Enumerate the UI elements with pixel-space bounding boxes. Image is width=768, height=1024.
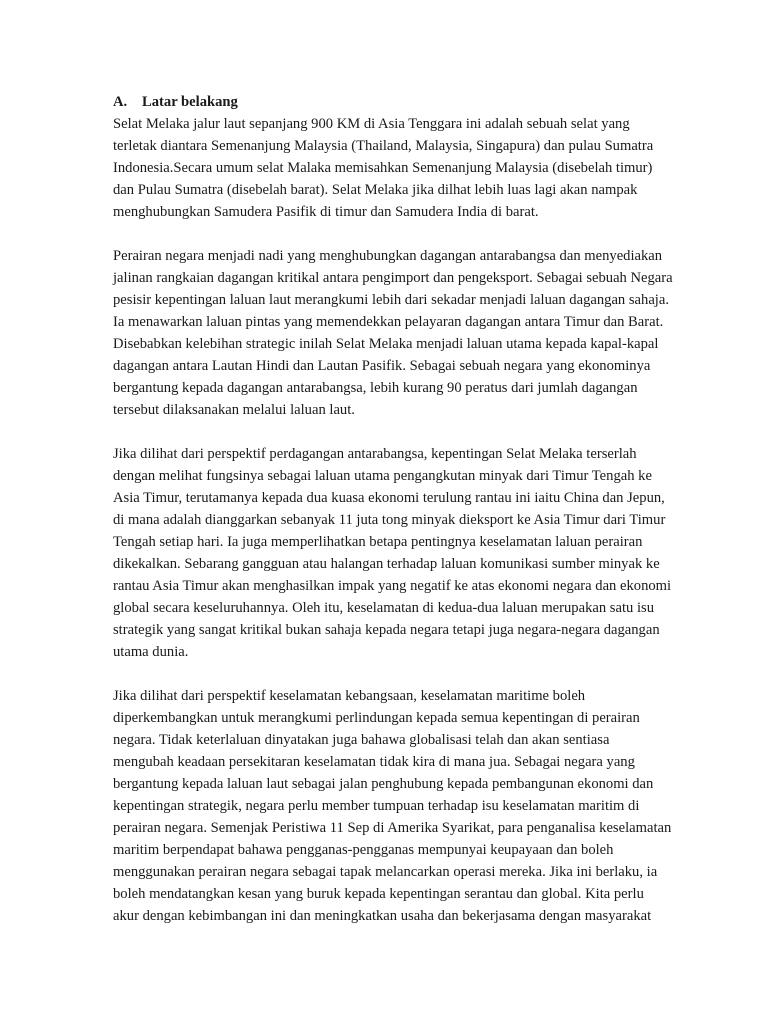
paragraph-national-security: Jika dilihat dari perspektif keselamatan kebangsaan, keselamatan maritime boleh diperkembangkan untuk merangkumi perlindungan kepada semua kepentingan di perairan negara. Tidak keterlaluan dinyatakan juga bahawa globalisasi telah dan akan sentiasa mengubah keadaan persekitaran keselamatan tidak kira di mana jua. Sebagai negara yang bergantung kepada laluan laut sebagai jalan penghubung kepada pembangunan ekonomi dan kepentingan strategik, negara perlu member tumpuan terhadap isu keselamatan maritim di perairan negara. Semenjak Peristiwa 11 Sep di Amerika Syarikat, para penganalisa keselamatan maritim berpendapat bahawa pengganas-pengganas mempunyai keupayaan dan boleh menggunakan perairan negara sebagai tapak melancarkan operasi mereka. Jika ini berlaku, ia boleh mendatangkan kesan yang buruk kepada kepentingan serantau dan global. Kita perlu akur dengan kebimbangan ini dan meningkatkan usaha dan bekerjasama dengan masyarakat [113, 688, 672, 924]
document-page [113, 91, 673, 927]
section-heading [113, 91, 673, 113]
paragraph-international-trade: Jika dilihat dari perspektif perdagangan antarabangsa, kepentingan Selat Melaka terserlah dengan melihat fungsinya sebagai laluan utama pengangkutan minyak dari Timur Tengah ke Asia Timur, terutamanya kepada dua kuasa ekonomi terulung rantau ini iaitu China dan Jepun, di mana adalah dianggarkan sebanyak 11 juta tong minyak dieksport ke Asia Timur dari Timur Tengah setiap hari. Ia juga memperlihatkan betapa pentingnya keselamatan laluan perairan dikekalkan. Sebarang gangguan atau halangan terhadap laluan komunikasi sumber minyak ke rantau Asia Timur akan menghasilkan impak yang negatif ke atas ekonomi negara dan ekonomi global secara keseluruhannya. Oleh itu, keselamatan di kedua-dua laluan merupakan satu isu strategik yang sangat kritikal bukan sahaja kepada negara tetapi juga negara-negara dagangan utama dunia. [113, 446, 672, 660]
paragraph-trade-routes: Perairan negara menjadi nadi yang menghubungkan dagangan antarabangsa dan menyediakan jalinan rangkaian dagangan kritikal antara pengimport dan pengeksport. Sebagai sebuah Negara pesisir kepentingan laluan laut merangkumi lebih dari sekadar menjadi laluan dagangan sahaja. Ia menawarkan laluan pintas yang memendekkan pelayaran dagangan antara Timur dan Barat. Disebabkan kelebihan strategic inilah Selat Melaka menjadi laluan utama kepada kapal-kapal dagangan antara Lautan Hindi dan Lautan Pasifik. Sebagai sebuah negara yang ekonominya bergantung kepada dagangan antarabangsa, lebih kurang 90 peratus dari jumlah dagangan tersebut dilaksanakan melalui laluan laut. [113, 248, 673, 418]
section-title: Latar belakang [142, 94, 238, 110]
paragraph-intro: Selat Melaka jalur laut sepanjang 900 KM di Asia Tenggara ini adalah sebuah selat yang terletak diantara Semenanjung Malaysia (Thailand, Malaysia, Singapura) dan pulau Sumatra Indonesia.Secara umum selat Malaka memisahkan Semenanjung Malaysia (disebelah timur) dan Pulau Sumatra (disebelah barat). Selat Melaka jika dilhat lebih luas lagi akan nampak menghubungkan Samudera Pasifik di timur dan Samudera India di barat. [113, 116, 654, 220]
section-number: A. [113, 94, 128, 110]
